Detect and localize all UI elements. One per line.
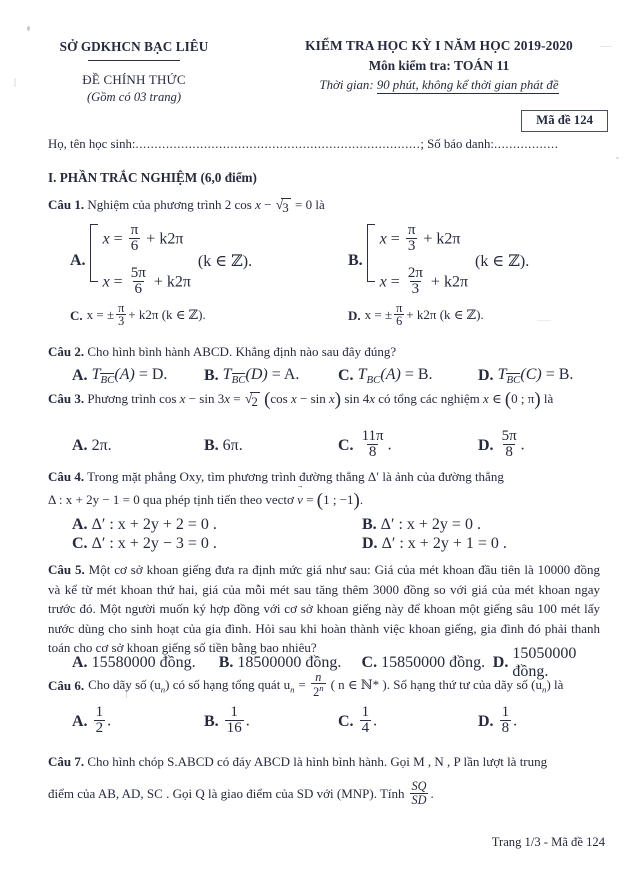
question-3-option-c[interactable] (338, 430, 478, 462)
option-text: 6π. (222, 436, 243, 454)
question-5-stem: Một cơ sở khoan giếng đưa ra định mức giá như sau: Giá của mét khoan đầu tiên là 10000 đồng và kể từ mét khoan thứ hai, giá của mỗi mét sau tăng thêm 3000 đồng so với giá của mét khoan ngay trước đó. Một người muốn ký hợp đồng với cơ sở khoan giếng này để khoan một giếng sâu 100 mét lấy nước dùng cho sinh hoạt của gia đình. Hỏi sau khi hoàn thành việc khoan giếng, gia đình đó phải thanh toán cho cơ sở khoan giếng số tiền bằng bao nhiêu? (48, 562, 600, 655)
question-4-vector: v → = (1 ; −1). (297, 492, 363, 507)
page-footer: Trang 1/3 - Mã đề 124 (491, 835, 605, 849)
option-key: A. (72, 436, 88, 454)
option-text: $\frac{1}{2}$ . (95, 704, 112, 737)
question-6-stem-c: ( n ∈ ℕ* ). Số hạng thứ tư của dãy số $(u_n)$ là (330, 676, 564, 695)
option-text: Δ′ : x + 2y = 0 . (380, 516, 481, 533)
option-condition: (k ∈ ℤ). (475, 253, 530, 271)
option-text: 15580000 đồng. (91, 654, 196, 671)
question-2-option-a[interactable] (72, 366, 204, 387)
option-key: D. (478, 436, 494, 454)
question-6-formula: = $\frac{n}{2^n}$ (298, 670, 324, 700)
question-7-stem-line-2 (48, 781, 608, 807)
option-key: B. (204, 367, 219, 385)
option-key: A. (72, 367, 88, 385)
question-7-stem-line-1 (48, 753, 608, 771)
option-key: C. (338, 712, 354, 730)
question-6-stem-a: Cho dãy số $(u_n)$ có số hạng tổng quát $u_n$ (88, 676, 295, 695)
question-4-option-c[interactable] (72, 535, 362, 553)
student-id-label: ; Số báo danh: (420, 137, 494, 151)
option-text: 15850000 đồng. (381, 654, 486, 671)
option-key: D. (362, 535, 378, 552)
question-3-stem-mid: có tổng các nghiệm (378, 391, 480, 406)
option-text: TBC(A) = D. (91, 366, 168, 387)
question-1-option-a[interactable] (70, 224, 252, 298)
page-count-note: (Gồm có 03 trang) (86, 90, 182, 104)
question-3-option-b[interactable] (204, 430, 338, 462)
candidate-info-line (48, 137, 600, 152)
exam-title: KIỂM TRA HỌC KỲ I NĂM HỌC 2019-2020 (305, 38, 573, 53)
header-right-block (254, 38, 624, 93)
question-4-translation-text: qua phép tịnh tiến theo vectơ (143, 492, 294, 508)
option-text: $\frac{1}{8}$ . (501, 704, 518, 737)
question-2-option-b[interactable] (204, 366, 338, 387)
question-7-stem-text: Cho hình chóp S.ABCD có đáy ABCD là hình bình hành. Gọi M , N , P lần lượt là trung (87, 754, 548, 769)
duration-value: 90 phút, không kể thời gian phát đề (376, 78, 559, 92)
question-1-option-b[interactable] (348, 224, 529, 298)
organization-underline (88, 60, 180, 61)
question-4-stem-line-1 (48, 468, 600, 486)
question-7-period: . (430, 786, 434, 802)
option-key: C. (70, 307, 83, 323)
scan-artifact (27, 26, 30, 31)
scan-artifact (537, 320, 551, 321)
student-id-blank[interactable]: ................. (493, 137, 559, 151)
question-2-option-c[interactable] (338, 366, 478, 387)
question-2-label: Câu 2. (48, 344, 85, 359)
exam-code-box: Mã đề 124 (521, 110, 608, 132)
question-6 (48, 672, 608, 700)
option-text: $T_{BC}(A) = B$. (357, 366, 433, 387)
option-text: TBC(D) = A. (222, 366, 300, 387)
question-4-option-b[interactable] (362, 516, 481, 534)
question-4-stem-text: Trong mặt phẳng Oxy, tìm phương trình đường thẳng Δ′ là ảnh của đường thẳng (87, 469, 504, 484)
question-2-option-d[interactable] (478, 366, 573, 387)
equation-system (90, 224, 191, 298)
question-2-stem: Cho hình bình hành ABCD. Khẳng định nào sau đây đúng? (87, 344, 397, 359)
student-name-label: Họ, tên học sinh: (48, 137, 136, 151)
option-key: C. (361, 654, 378, 671)
question-3-interval: x ∈ (0 ; π) (482, 389, 541, 410)
option-text: x = ± $\frac{\pi}{6}$ + k2π (k ∈ ℤ). (364, 301, 484, 329)
option-key: B. (362, 516, 377, 533)
option-text: $\frac{5\pi}{8}$ . (501, 428, 525, 461)
option-key: B. (348, 252, 363, 270)
question-4-option-a[interactable] (72, 516, 362, 534)
subject-label: Môn kiểm tra: (368, 58, 451, 73)
question-4-label: Câu 4. (48, 469, 85, 484)
header-left-block (0, 38, 254, 105)
question-4 (48, 468, 600, 510)
option-key: B. (218, 654, 234, 671)
organization-name: SỞ GDKHCN BẠC LIÊU (59, 39, 209, 54)
question-7-stem-text-2: điểm của AB, AD, SC . Gọi Q là giao điểm của SD với (MNP). Tính (48, 786, 405, 802)
question-6-option-c[interactable] (338, 706, 478, 738)
option-key: A. (72, 654, 88, 671)
question-4-options-row-1 (72, 516, 612, 534)
question-6-option-b[interactable] (204, 706, 338, 738)
option-text: Δ′ : x + 2y + 1 = 0 . (381, 535, 507, 552)
duration-label: Thời gian: (319, 78, 374, 92)
question-4-line-equation: Δ : x + 2y − 1 = 0 (48, 492, 140, 508)
question-3-stem-after: là (543, 391, 554, 406)
option-text: 2π. (91, 436, 112, 454)
option-key: B. (204, 436, 219, 454)
system-bracket (367, 224, 375, 282)
student-name-blank[interactable]: ........................................................................... (135, 137, 421, 151)
question-3 (48, 390, 608, 411)
question-3-stem-math: cos x − sin 3x = √ 2 (cos x − sin x) sin 4x (159, 389, 376, 410)
question-6-options (72, 706, 612, 738)
option-key: C. (338, 367, 354, 385)
question-6-option-d[interactable] (478, 706, 517, 738)
option-text: $\frac{1}{4}$ . (361, 704, 378, 737)
scan-artifact (616, 157, 619, 159)
question-3-option-a[interactable] (72, 430, 204, 462)
question-1-stem-math: 2 cos x − √ 3 = 0 (225, 197, 316, 212)
option-key: D. (478, 367, 494, 385)
system-line-1: x = $\frac{\pi}{6}$ + k2π (102, 222, 184, 255)
question-3-label: Câu 3. (48, 391, 85, 406)
question-1-stem-after: là (315, 197, 325, 212)
option-key: A. (72, 516, 88, 533)
question-3-options (72, 430, 612, 462)
option-text: x = ± $\frac{\pi}{3}$ + k2π (k ∈ ℤ). (86, 301, 206, 329)
question-3-option-d[interactable] (478, 430, 525, 462)
question-5 (48, 560, 600, 658)
system-bracket (90, 224, 98, 282)
question-7 (48, 753, 608, 807)
equation-system (367, 224, 468, 298)
option-text: $\frac{11\pi}{8}$ . (361, 428, 392, 461)
exam-header (0, 38, 631, 105)
duration-line (254, 78, 624, 93)
option-key: A. (72, 712, 88, 730)
question-1-label: Câu 1. (48, 197, 85, 212)
option-text: Δ′ : x + 2y + 2 = 0 . (91, 516, 217, 533)
question-1-option-c[interactable] (70, 303, 206, 329)
question-1 (48, 196, 600, 217)
option-text: 15050000 đồng. (512, 645, 577, 680)
official-exam-label: ĐỀ CHÍNH THỨC (82, 72, 186, 87)
question-4-stem-line-2 (48, 490, 600, 512)
option-text: TBC(C) = B. (497, 366, 574, 387)
question-4-option-d[interactable] (362, 535, 507, 553)
question-6-label: Câu 6. (48, 677, 85, 693)
option-key: D. (492, 654, 509, 671)
question-5-label: Câu 5. (48, 562, 85, 577)
section-heading-multiple-choice: I. PHẦN TRẮC NGHIỆM (6,0 điểm) (48, 170, 257, 185)
option-key: C. (338, 436, 354, 454)
question-7-ratio: $\frac{SQ}{SD}$ (411, 779, 427, 807)
system-line-2: x = $\frac{5\pi}{6}$ + k2π (102, 264, 191, 298)
subject-name: TOÁN 11 (454, 58, 510, 73)
question-7-label: Câu 7. (48, 754, 85, 769)
option-key: B. (204, 712, 219, 730)
question-2 (48, 343, 600, 361)
option-text: $\frac{1}{16}$ . (226, 704, 250, 737)
system-line-1: x = $\frac{\pi}{3}$ + k2π (379, 222, 461, 255)
question-3-stem-before: Phương trình (87, 391, 156, 406)
question-4-options-row-2 (72, 535, 612, 553)
option-key: C. (72, 535, 88, 552)
question-2-options (72, 366, 612, 387)
option-key: D. (348, 307, 361, 323)
option-condition: (k ∈ ℤ). (197, 253, 253, 271)
question-1-stem-before: Nghiệm của phương trình (87, 197, 222, 212)
subject-line (254, 58, 624, 74)
question-1-option-d[interactable] (348, 303, 484, 329)
option-text: Δ′ : x + 2y − 3 = 0 . (91, 535, 217, 552)
system-line-2: x = $\frac{2\pi}{3}$ + k2π (379, 264, 469, 298)
question-6-option-a[interactable] (72, 706, 204, 738)
option-key: A. (70, 252, 86, 270)
option-text: 18500000 đồng. (237, 654, 342, 671)
option-key: D. (478, 712, 494, 730)
